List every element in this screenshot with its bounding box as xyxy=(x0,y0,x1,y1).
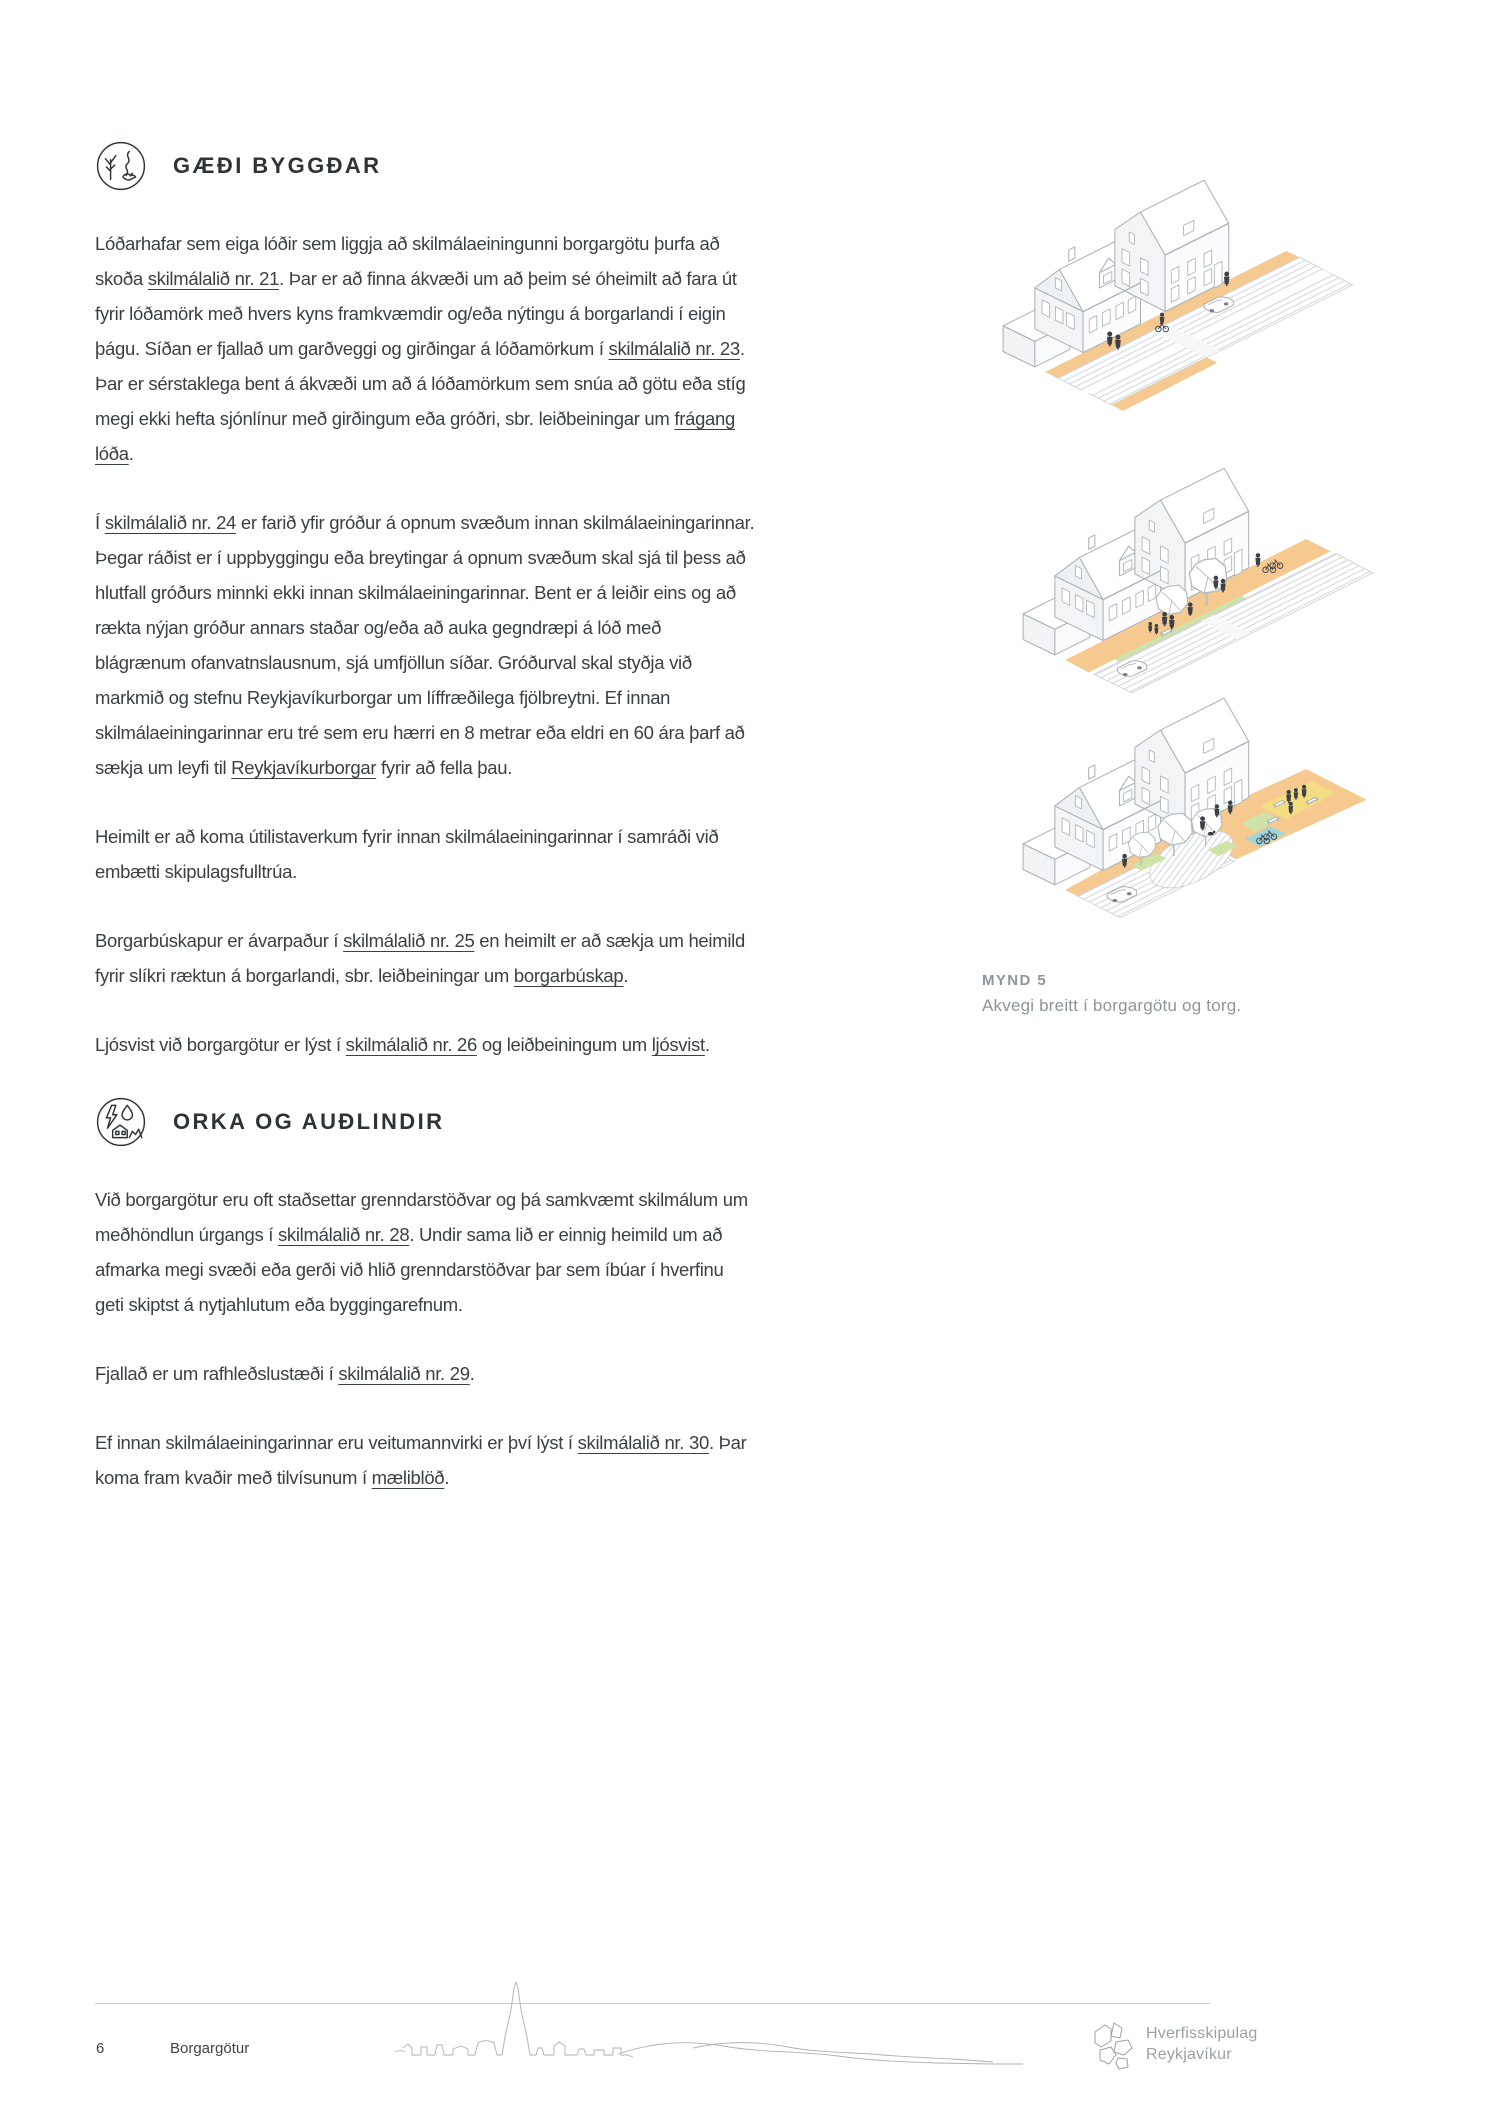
paragraph xyxy=(95,1425,755,1495)
inline-link[interactable]: frágang lóða xyxy=(95,408,736,464)
paragraph xyxy=(95,1182,755,1322)
text-run: fyrir að fella þau. xyxy=(376,757,513,778)
section-header-orka-og-audlindir xyxy=(95,1096,755,1148)
page-number: 6 xyxy=(96,2040,105,2057)
text-run: Ljósvist við borgargötur er lýst í xyxy=(95,1034,346,1055)
text-run: . xyxy=(623,965,629,986)
text-run: og leiðbeiningum um xyxy=(477,1034,652,1055)
logo-text xyxy=(1146,2023,1257,2065)
figure-illustration-torg xyxy=(980,650,1380,968)
text-column xyxy=(95,140,755,1529)
inline-link[interactable]: skilmálalið nr. 30 xyxy=(577,1432,709,1453)
section-paragraphs xyxy=(95,226,755,1062)
text-run: . xyxy=(704,1034,710,1055)
section-title: GÆÐI BYGGÐAR xyxy=(173,153,382,178)
paragraph xyxy=(95,1356,755,1391)
text-run: . Undir sama lið er einnig heimild um að afmarka megi svæði eða gerði við hlið grenndarstöðvar þar sem íbúar í hverfinu geti skiptst á nytjahlutum eða byggingarefnum. xyxy=(95,1224,724,1315)
text-run: Lóðarhafar sem eiga lóðir sem liggja að skilmálaeiningunni borgargötu þurfa að skoða xyxy=(95,233,720,289)
city-skyline-illustration xyxy=(393,1966,1053,2070)
text-run: Heimilt er að koma útilistaverkum fyrir innan skilmálaeiningarinnar í samráði við embætti skipulagsfulltrúa. xyxy=(95,826,719,882)
inline-link[interactable]: skilmálalið nr. 24 xyxy=(104,512,237,533)
figure-caption xyxy=(982,972,1322,1016)
inline-link[interactable]: skilmálalið nr. 25 xyxy=(343,930,475,951)
text-run: Borgarbúskapur er ávarpaður í xyxy=(95,930,344,951)
inline-link[interactable]: skilmálalið nr. 29 xyxy=(338,1363,470,1384)
paragraph xyxy=(95,819,755,889)
text-run: . xyxy=(128,443,134,464)
paragraph xyxy=(95,923,755,993)
text-run: . Þar er að finna ákvæði um að þeim sé óheimilt að fara út fyrir lóðamörk með hvers kyns framkvæmdir og/eða nýtingu á borgarlandi í eigin þágu. Síðan er fjallað um garðveggi og girðingar á lóðamörkum í xyxy=(95,268,737,359)
paragraph xyxy=(95,505,755,785)
nature-quality-icon xyxy=(95,140,147,192)
inline-link[interactable]: skilmálalið nr. 21 xyxy=(147,268,280,289)
logo-line-2: Reykjavíkur xyxy=(1146,2046,1232,2063)
inline-link[interactable]: skilmálalið nr. 28 xyxy=(277,1224,410,1245)
text-run: . Þar er sérstaklega bent á ákvæði um að á lóðamörkum sem snúa að götu eða stíg megi ekki hefta sjónlínur með girðingum eða gróðri, sbr. leiðbeiningar um xyxy=(95,338,746,429)
text-run: Fjallað er um rafhleðslustæði í xyxy=(95,1363,339,1384)
text-run: en heimilt er að sækja um heimild fyrir slíkri ræktun á borgarlandi, sbr. leiðbeiningar um xyxy=(95,930,745,986)
paragraph xyxy=(95,1027,755,1062)
inline-link[interactable]: skilmálalið nr. 23 xyxy=(608,338,740,359)
hverfisskipulag-logo xyxy=(1088,2016,1257,2072)
footer-section-label: Borgargötur xyxy=(170,2040,250,2057)
inline-link[interactable]: mæliblöð xyxy=(371,1467,445,1488)
energy-resources-icon xyxy=(95,1096,147,1148)
inline-link[interactable]: borgarbúskap xyxy=(513,965,624,986)
section-paragraphs xyxy=(95,1182,755,1495)
text-run: Í xyxy=(95,512,105,533)
section-header-gaedi-byggdar xyxy=(95,140,755,192)
inline-link[interactable]: Reykjavíkurborgar xyxy=(231,757,377,778)
text-run: Við borgargötur eru oft staðsettar grenndarstöðvar og þá samkvæmt skilmálum um meðhöndlun úrgangs í xyxy=(95,1189,748,1245)
inline-link[interactable]: skilmálalið nr. 26 xyxy=(345,1034,478,1055)
text-run: . xyxy=(444,1467,450,1488)
text-run: . Þar koma fram kvaðir með tilvísunum í xyxy=(95,1432,747,1488)
text-run: Ef innan skilmálaeiningarinnar eru veitumannvirki er því lýst í xyxy=(95,1432,578,1453)
inline-link[interactable]: ljósvist xyxy=(651,1034,705,1055)
logo-icon xyxy=(1088,2016,1136,2072)
caption-label: MYND 5 xyxy=(982,972,1048,989)
text-run: er farið yfir gróður á opnum svæðum innan skilmálaeiningarinnar. Þegar ráðist er í uppbyggingu eða breytingar á opnum svæðum skal sjá til þess að hlutfall gróðurs minnki ekki innan skilmálaeiningarinnar. Bent er á leiðir eins og að rækta nýjan gróður annars staðar og/eða að auka gegndræpi á lóð með blágrænum ofanvatnslausnum, sjá umfjöllun síðar. Gróðurval skal styðja við markmið og stefnu Reykjavíkurborgar um líffræðilega fjölbreytni. Ef innan skilmálaeiningarinnar eru tré sem eru hærri en 8 metrar eða eldri en 60 ára þarf að sækja um leyfi til xyxy=(95,512,755,778)
figure-illustration-street xyxy=(960,132,1360,450)
caption-text: Akvegi breitt í borgargötu og torg. xyxy=(982,996,1242,1015)
text-run: . xyxy=(469,1363,475,1384)
logo-line-1: Hverfisskipulag xyxy=(1146,2025,1258,2042)
paragraph xyxy=(95,226,755,471)
section-title: ORKA OG AUÐLINDIR xyxy=(173,1109,445,1134)
